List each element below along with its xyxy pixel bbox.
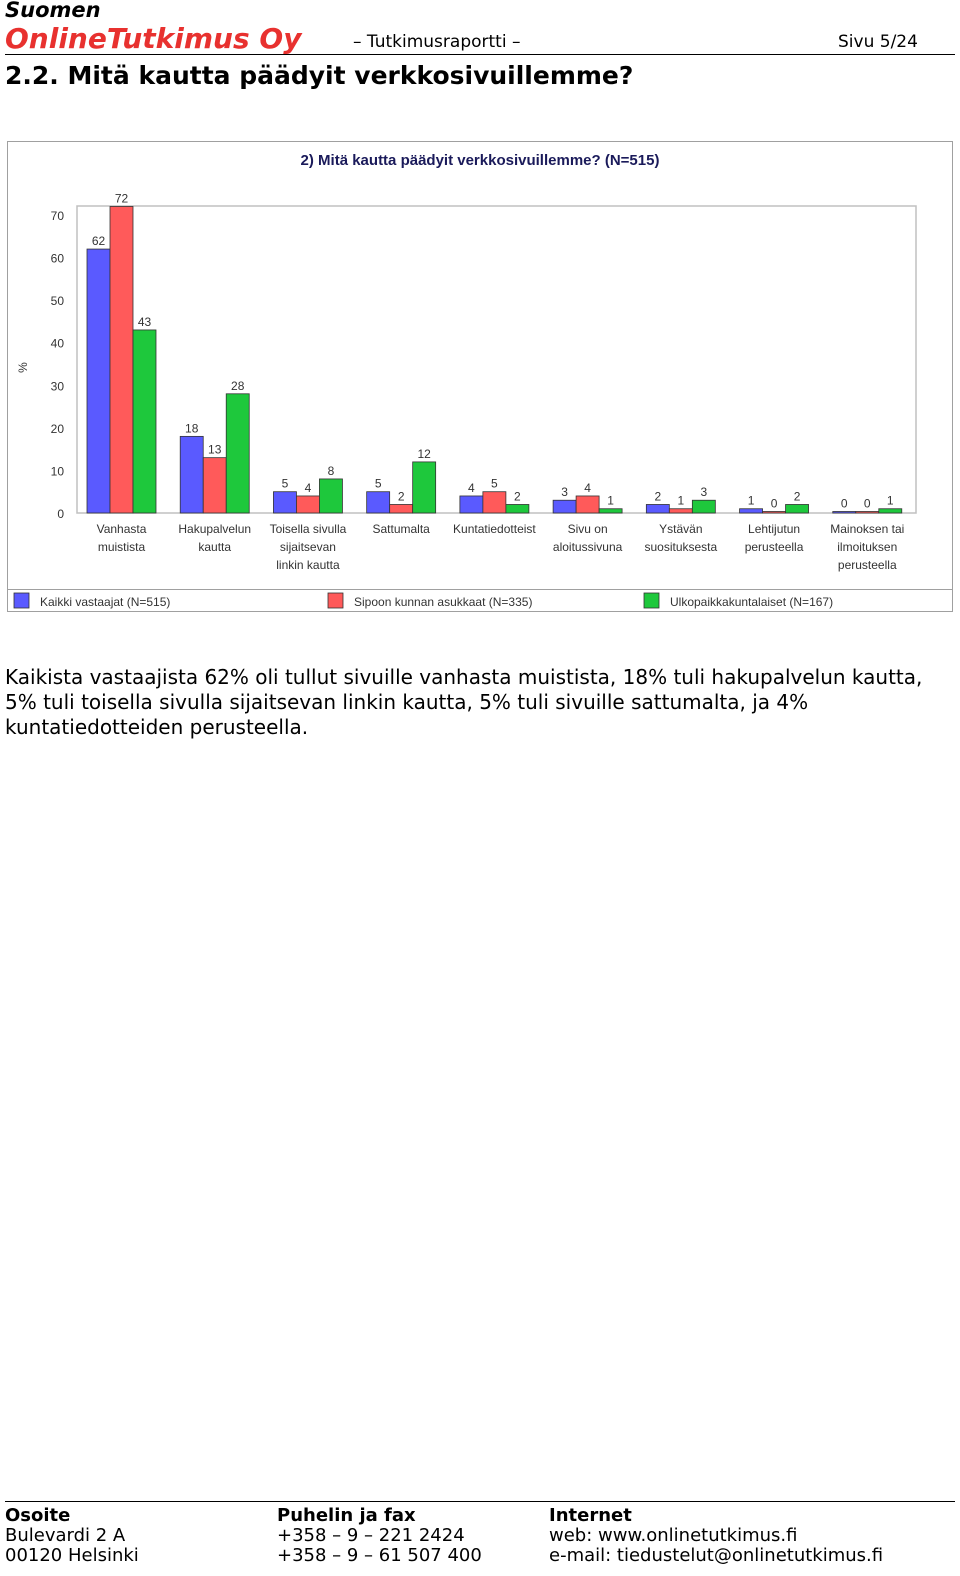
footer-web[interactable]: web: www.onlinetutkimus.fi: [549, 1525, 798, 1546]
footer-internet-heading: Internet: [549, 1505, 632, 1526]
y-tick-label: 20: [50, 421, 64, 436]
bar: [110, 206, 133, 513]
company-name-line1: Suomen: [5, 0, 101, 22]
bar-value-label: 28: [231, 378, 245, 393]
legend-label: Sipoon kunnan asukkaat (N=335): [354, 595, 533, 609]
bar: [669, 509, 692, 513]
x-category-label: linkin kautta: [276, 558, 340, 572]
bar-value-label: 4: [468, 480, 475, 495]
bar: [856, 512, 879, 514]
bar: [553, 500, 576, 513]
bar-value-label: 8: [327, 463, 335, 478]
bar-value-label: 2: [793, 489, 801, 504]
legend-swatch: [328, 593, 343, 608]
footer-phone-line1: +358 – 9 – 221 2424: [277, 1525, 465, 1546]
x-category-label: muistista: [97, 540, 146, 554]
bar-value-label: 5: [374, 476, 382, 491]
y-tick-label: 50: [50, 294, 64, 309]
x-category-label: Hakupalvelun: [178, 522, 252, 536]
bar: [319, 479, 342, 513]
footer-email[interactable]: e-mail: tiedustelut@onlinetutkimus.fi: [549, 1545, 884, 1566]
bar: [833, 512, 856, 514]
bar: [599, 509, 622, 513]
x-category-label: perusteella: [744, 540, 804, 554]
y-tick-label: 40: [50, 336, 64, 351]
report-label: – Tutkimusraportti –: [353, 32, 521, 52]
x-category-label: ilmoituksen: [837, 540, 898, 554]
bar: [273, 492, 296, 513]
y-tick-label: 60: [50, 251, 64, 266]
bar-value-label: 43: [137, 314, 152, 329]
bar: [226, 394, 249, 513]
bar: [390, 504, 413, 513]
bar-value-label: 3: [561, 485, 568, 500]
footer-address: [5, 1506, 139, 1566]
x-category-label: Ystävän: [659, 522, 703, 536]
footer-phone-heading: Puhelin ja fax: [277, 1505, 416, 1526]
bar-value-label: 12: [417, 446, 431, 461]
bar-value-label: 5: [491, 476, 498, 491]
x-category-label: Vanhasta: [96, 522, 147, 536]
header-rule: [5, 54, 955, 55]
footer-internet: [549, 1506, 883, 1566]
bar: [133, 330, 156, 513]
bar-value-label: 18: [185, 421, 199, 436]
bar: [483, 492, 506, 513]
body-paragraph: Kaikista vastaajista 62% oli tullut sivuille vanhasta muistista, 18% tuli hakupalvelun kautta, 5% tuli toisella sivulla sijaitsevan linkin kautta, 5% tuli sivuille sattumalta, ja 4% kuntatiedotteiden perusteella.: [5, 665, 923, 739]
bar-value-label: 0: [863, 496, 871, 511]
x-category-label: Sivu on: [567, 522, 608, 536]
bar-value-label: 3: [700, 485, 708, 500]
x-category-label: perusteella: [837, 558, 897, 572]
legend-swatch: [14, 593, 29, 608]
bar-value-label: 0: [840, 496, 848, 511]
bar-value-label: 0: [770, 496, 778, 511]
x-category-label: aloitussivuna: [552, 540, 623, 554]
bar: [763, 512, 786, 514]
y-tick-label: 30: [50, 379, 64, 394]
bar-value-label: 5: [281, 476, 289, 491]
bar-value-label: 1: [886, 493, 894, 508]
legend-swatch: [644, 593, 659, 608]
bar: [740, 509, 763, 513]
bar: [576, 496, 599, 513]
bar: [506, 504, 529, 513]
page-number: Sivu 5/24: [838, 32, 918, 52]
x-category-label: Kuntatiedotteist: [453, 522, 536, 536]
x-category-label: Lehtijutun: [748, 522, 801, 536]
chart-canvas: [8, 142, 952, 611]
x-category-label: Toisella sivulla: [269, 522, 347, 536]
bar-value-label: 2: [654, 489, 662, 504]
x-category-label: Mainoksen tai: [830, 522, 905, 536]
bar: [296, 496, 319, 513]
bar-value-label: 72: [114, 191, 129, 206]
bar-value-label: 2: [514, 489, 521, 504]
bar-value-label: 13: [208, 442, 222, 457]
bar-value-label: 4: [584, 480, 591, 495]
chart-title: 2) Mitä kautta päädyit verkkosivuillemme? (N=515): [300, 152, 660, 169]
bar: [692, 500, 715, 513]
x-category-label: sijaitsevan: [279, 540, 336, 554]
bar-value-label: 2: [397, 489, 405, 504]
legend-label: Ulkopaikkakuntalaiset (N=167): [670, 595, 834, 609]
y-tick-label: 10: [50, 464, 64, 479]
x-category-label: Sattumalta: [372, 522, 430, 536]
legend-separator: [8, 589, 952, 590]
y-tick-label: 70: [50, 209, 64, 223]
section-title: 2.2. Mitä kautta päädyit verkkosivuillemme?: [5, 61, 634, 90]
bar: [646, 504, 669, 513]
footer-rule: [5, 1501, 955, 1502]
bar: [180, 436, 203, 513]
bar: [460, 496, 483, 513]
bar-value-label: 4: [304, 480, 312, 495]
footer-phone: [277, 1506, 482, 1566]
bar: [203, 458, 226, 513]
bar: [879, 509, 902, 513]
bar-chart: [7, 141, 953, 612]
bar-value-label: 1: [677, 493, 685, 508]
bar-value-label: 62: [91, 234, 106, 249]
x-category-label: kautta: [198, 540, 232, 554]
footer-address-heading: Osoite: [5, 1505, 71, 1526]
bar: [87, 249, 110, 513]
legend-label: Kaikki vastaajat (N=515): [40, 595, 171, 609]
y-tick-label: 0: [57, 507, 64, 521]
footer-address-line1: Bulevardi 2 A: [5, 1525, 126, 1546]
company-name-line2: OnlineTutkimus Oy: [5, 22, 302, 55]
bar-value-label: 1: [607, 493, 614, 508]
x-category-label: suosituksesta: [644, 540, 718, 554]
bar: [413, 462, 436, 513]
bar: [367, 492, 390, 513]
bar-value-label: 1: [747, 493, 755, 508]
footer-phone-line2: +358 – 9 – 61 507 400: [277, 1545, 482, 1566]
y-axis-label: %: [16, 362, 30, 373]
footer-address-line2: 00120 Helsinki: [5, 1545, 139, 1566]
bar: [786, 504, 809, 513]
